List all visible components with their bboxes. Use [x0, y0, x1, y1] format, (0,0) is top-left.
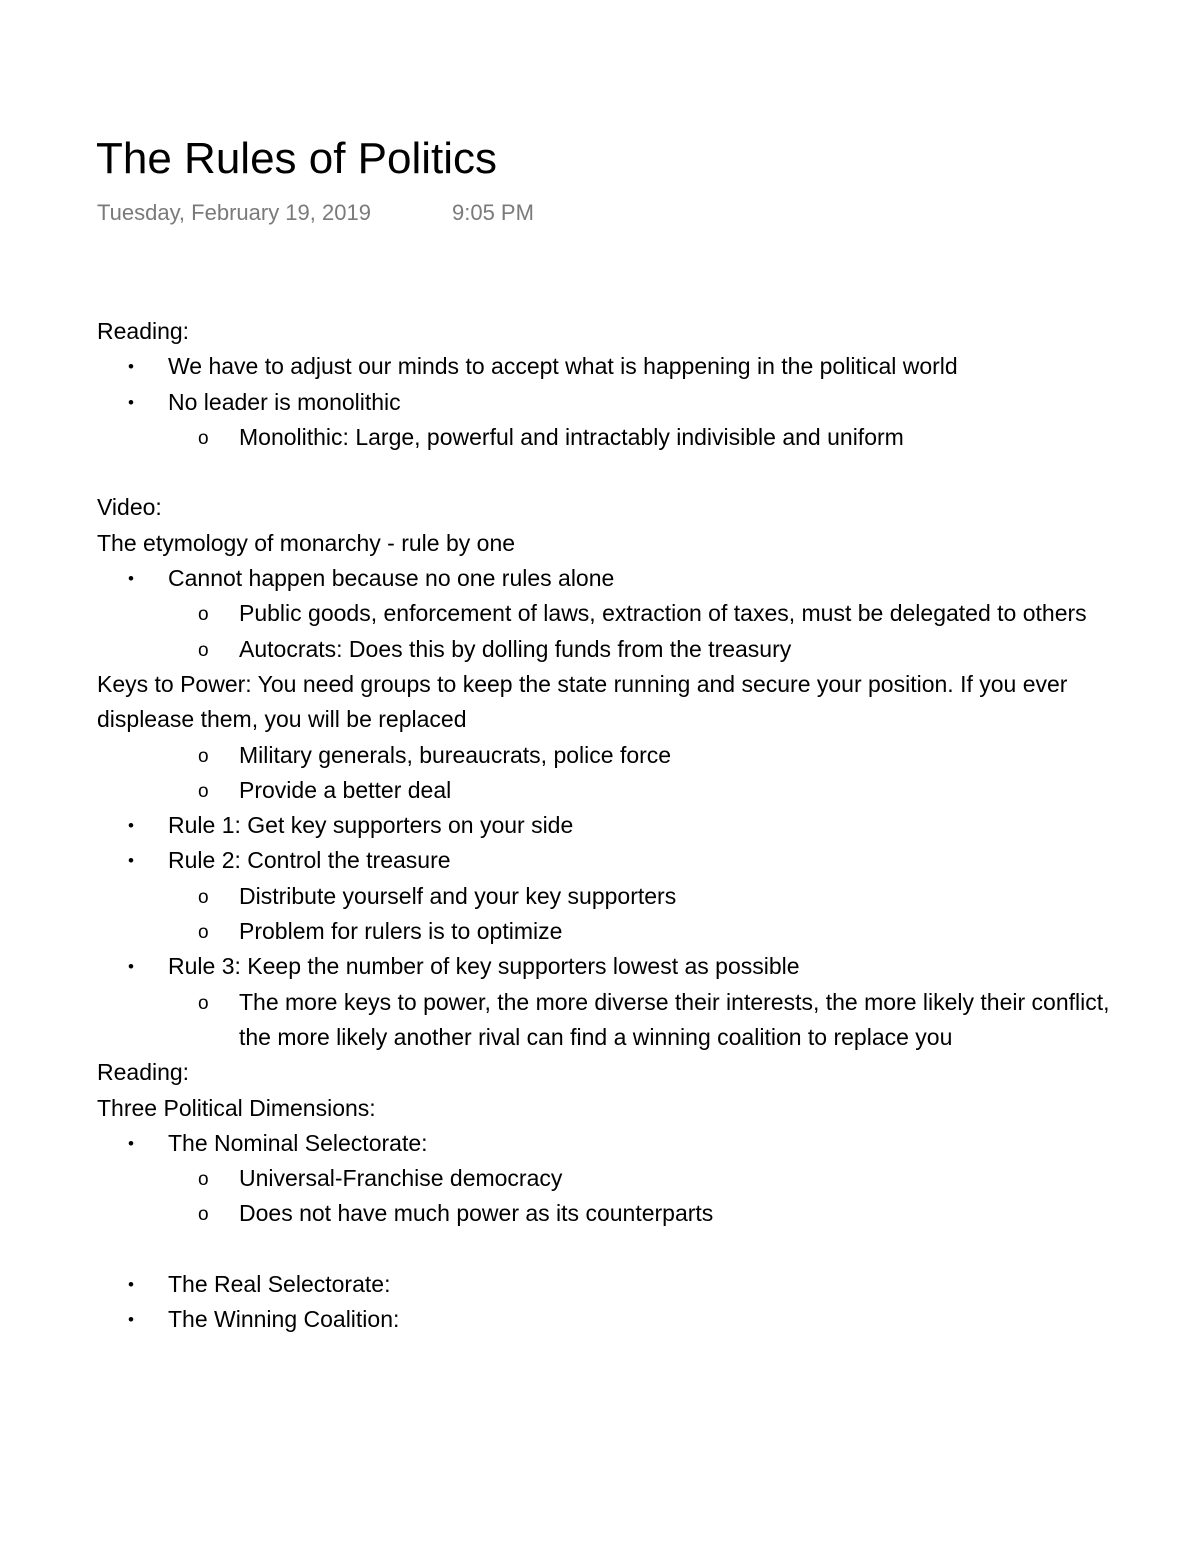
bullet-icon: •: [128, 1275, 134, 1295]
sub-list-item: o Autocrats: Does this by dolling funds from the treasury: [97, 632, 1117, 667]
sub-bullet-icon: o: [198, 604, 209, 626]
sub-bullet-icon: o: [198, 1169, 209, 1191]
sub-bullet-icon: o: [198, 992, 209, 1014]
list-item: • Rule 1: Get key supporters on your side: [97, 808, 1117, 843]
list-item: • The Nominal Selectorate:: [97, 1126, 1117, 1161]
list-item: • The Winning Coalition:: [97, 1302, 1117, 1337]
sub-bullet-icon: o: [198, 1204, 209, 1226]
bullet-icon: •: [128, 816, 134, 836]
dimensions-heading: Three Political Dimensions:: [97, 1094, 376, 1121]
page-time: 9:05 PM: [452, 200, 534, 225]
bullet-icon: •: [128, 957, 134, 977]
list-item: • Rule 2: Control the treasure: [97, 843, 1117, 878]
sub-list-item: o Does not have much power as its counterparts: [97, 1196, 1117, 1231]
keys-list: [97, 738, 1117, 1056]
reading-list: [97, 349, 1117, 455]
spacer: [97, 1232, 1117, 1267]
list-item: • Cannot happen because no one rules alone: [97, 561, 1117, 596]
sub-bullet-icon: o: [198, 427, 209, 449]
etymology-line: The etymology of monarchy - rule by one: [97, 529, 516, 556]
sub-bullet-icon: o: [198, 780, 209, 802]
sub-bullet-icon: o: [198, 745, 209, 767]
bullet-icon: •: [128, 1133, 134, 1153]
reading-heading: Reading:: [97, 318, 190, 344]
page-date: Tuesday, February 19, 2019: [97, 200, 371, 225]
sub-list-item: o The more keys to power, the more diverse their interests, the more likely their conflict, the more likely another rival can find a winning coalition to replace you: [97, 985, 1117, 1056]
video-heading: Video:: [97, 494, 162, 521]
page-timestamp: [97, 198, 534, 228]
selectorate-list: [97, 1267, 1117, 1338]
spacer: [97, 455, 1117, 490]
reading2-heading: Reading:: [97, 1059, 190, 1086]
sub-bullet-icon: o: [198, 639, 209, 661]
page-title: The Rules of Politics: [96, 134, 498, 183]
sub-list-item: o Provide a better deal: [97, 773, 1117, 808]
sub-bullet-icon: o: [198, 922, 209, 944]
sub-list-item: o Monolithic: Large, powerful and intractably indivisible and uniform: [97, 420, 1117, 455]
list-item: • No leader is monolithic: [97, 385, 1117, 420]
bullet-icon: •: [128, 1310, 134, 1330]
keys-to-power: Keys to Power: You need groups to keep the state running and secure your position. If you ever displease them, you will be replaced: [97, 670, 1068, 733]
bullet-icon: •: [128, 357, 134, 377]
video-list: [97, 561, 1117, 667]
list-item: • Rule 3: Keep the number of key supporters lowest as possible: [97, 949, 1117, 984]
list-item: • We have to adjust our minds to accept what is happening in the political world: [97, 349, 1117, 384]
sub-list-item: o Universal-Franchise democracy: [97, 1161, 1117, 1196]
sub-list-item: o Military generals, bureaucrats, police force: [97, 738, 1117, 773]
sub-bullet-icon: o: [198, 886, 209, 908]
sub-list-item: o Problem for rulers is to optimize: [97, 914, 1117, 949]
list-item: • The Real Selectorate:: [97, 1267, 1117, 1302]
sub-list-item: o Distribute yourself and your key supporters: [97, 879, 1117, 914]
bullet-icon: •: [128, 392, 134, 412]
bullet-icon: •: [128, 851, 134, 871]
note-body: [97, 314, 1117, 1338]
bullet-icon: •: [128, 569, 134, 589]
dimensions-list: [97, 1126, 1117, 1232]
sub-list-item: o Public goods, enforcement of laws, extraction of taxes, must be delegated to others: [97, 596, 1117, 631]
